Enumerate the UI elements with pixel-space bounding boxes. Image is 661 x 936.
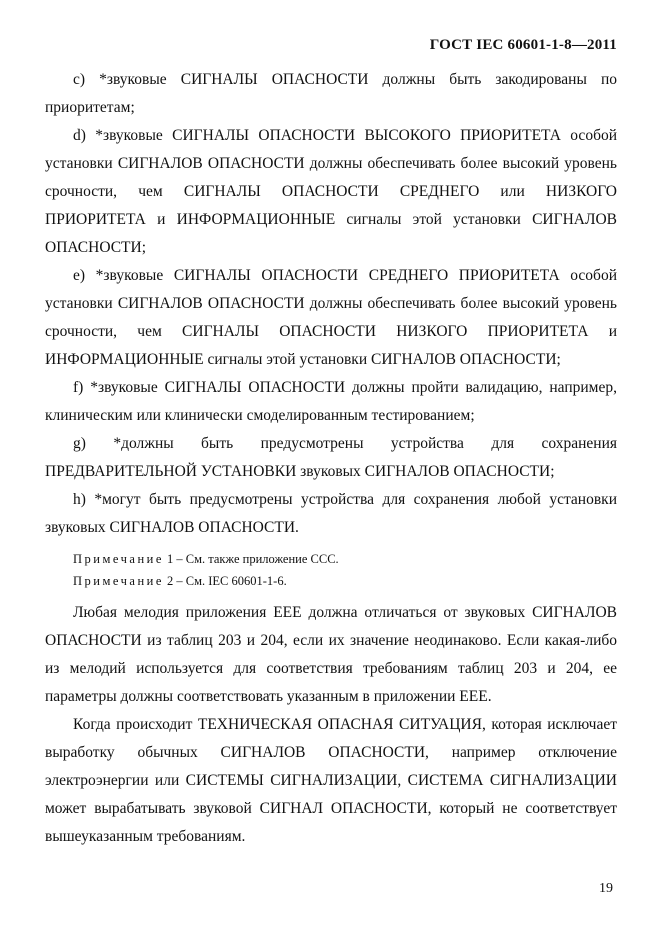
list-item-d: d) *звуковые СИГНАЛЫ ОПАСНОСТИ ВЫСОКОГО ПРИОРИТЕТА особой установки СИГНАЛОВ ОПАСНОСТИ должны обеспечивать более высокий уровень срочности, чем СИГНАЛЫ ОПАСНОСТИ СРЕДНЕГО или НИЗКОГО ПРИОРИТЕТА и ИНФОРМАЦИОННЫЕ сигналы этой установки СИГНАЛОВ ОПАСНОСТИ; [45, 127, 617, 256]
note-text: – См. IEC 60601-1-6. [176, 574, 287, 588]
list-item-g: g) *должны быть предусмотрены устройства для сохранения ПРЕДВАРИТЕЛЬНОЙ УСТАНОВКИ звуковых СИГНАЛОВ ОПАСНОСТИ; [45, 435, 617, 480]
notes-block [45, 548, 617, 592]
body-paragraph: Когда происходит ТЕХНИЧЕСКАЯ ОПАСНАЯ СИТУАЦИЯ, которая исключает выработку обычных СИГНАЛОВ ОПАСНОСТИ, например отключение электроэнергии или СИСТЕМЫ СИГНАЛИЗАЦИИ, СИСТЕМА СИГНАЛИЗАЦИИ может вырабатывать звуковой СИГНАЛ ОПАСНОСТИ, который не соответствует вышеуказанным требованиям. [45, 716, 617, 845]
list-item-c: c) *звуковые СИГНАЛЫ ОПАСНОСТИ должны быть закодированы по приоритетам; [45, 71, 617, 116]
list-item-f: f) *звуковые СИГНАЛЫ ОПАСНОСТИ должны пройти валидацию, например, клиническим или клинически смоделированным тестированием; [45, 379, 617, 424]
standard-code: ГОСТ IEC 60601-1-8—2011 [429, 37, 617, 53]
page-header [45, 36, 617, 55]
note-label: Примечание [73, 552, 164, 566]
note-line [45, 548, 617, 570]
body-paragraph: Любая мелодия приложения ЕЕЕ должна отличаться от звуковых СИГНАЛОВ ОПАСНОСТИ из таблиц 203 и 204, если их значение неодинаково. Если какая-либо из мелодий используется для соответствия требованиям таблиц 203 и 204, ее параметры должны соответствовать указанным в приложении ЕЕЕ. [45, 604, 617, 705]
page-number: 19 [599, 881, 613, 896]
note-line [45, 570, 617, 592]
list-item-e: e) *звуковые СИГНАЛЫ ОПАСНОСТИ СРЕДНЕГО ПРИОРИТЕТА особой установки СИГНАЛОВ ОПАСНОСТИ должны обеспечивать более высокий уровень срочности, чем СИГНАЛЫ ОПАСНОСТИ НИЗКОГО ПРИОРИТЕТА и ИНФОРМАЦИОННЫЕ сигналы этой установки СИГНАЛОВ ОПАСНОСТИ; [45, 267, 617, 368]
note-label: Примечание [73, 574, 164, 588]
note-number: 2 [167, 574, 174, 588]
document-body [45, 66, 617, 851]
note-number: 1 [167, 552, 174, 566]
list-item-h: h) *могут быть предусмотрены устройства для сохранения любой установки звуковых СИГНАЛОВ ОПАСНОСТИ. [45, 491, 617, 536]
note-text: – См. также приложение ССС. [176, 552, 339, 566]
